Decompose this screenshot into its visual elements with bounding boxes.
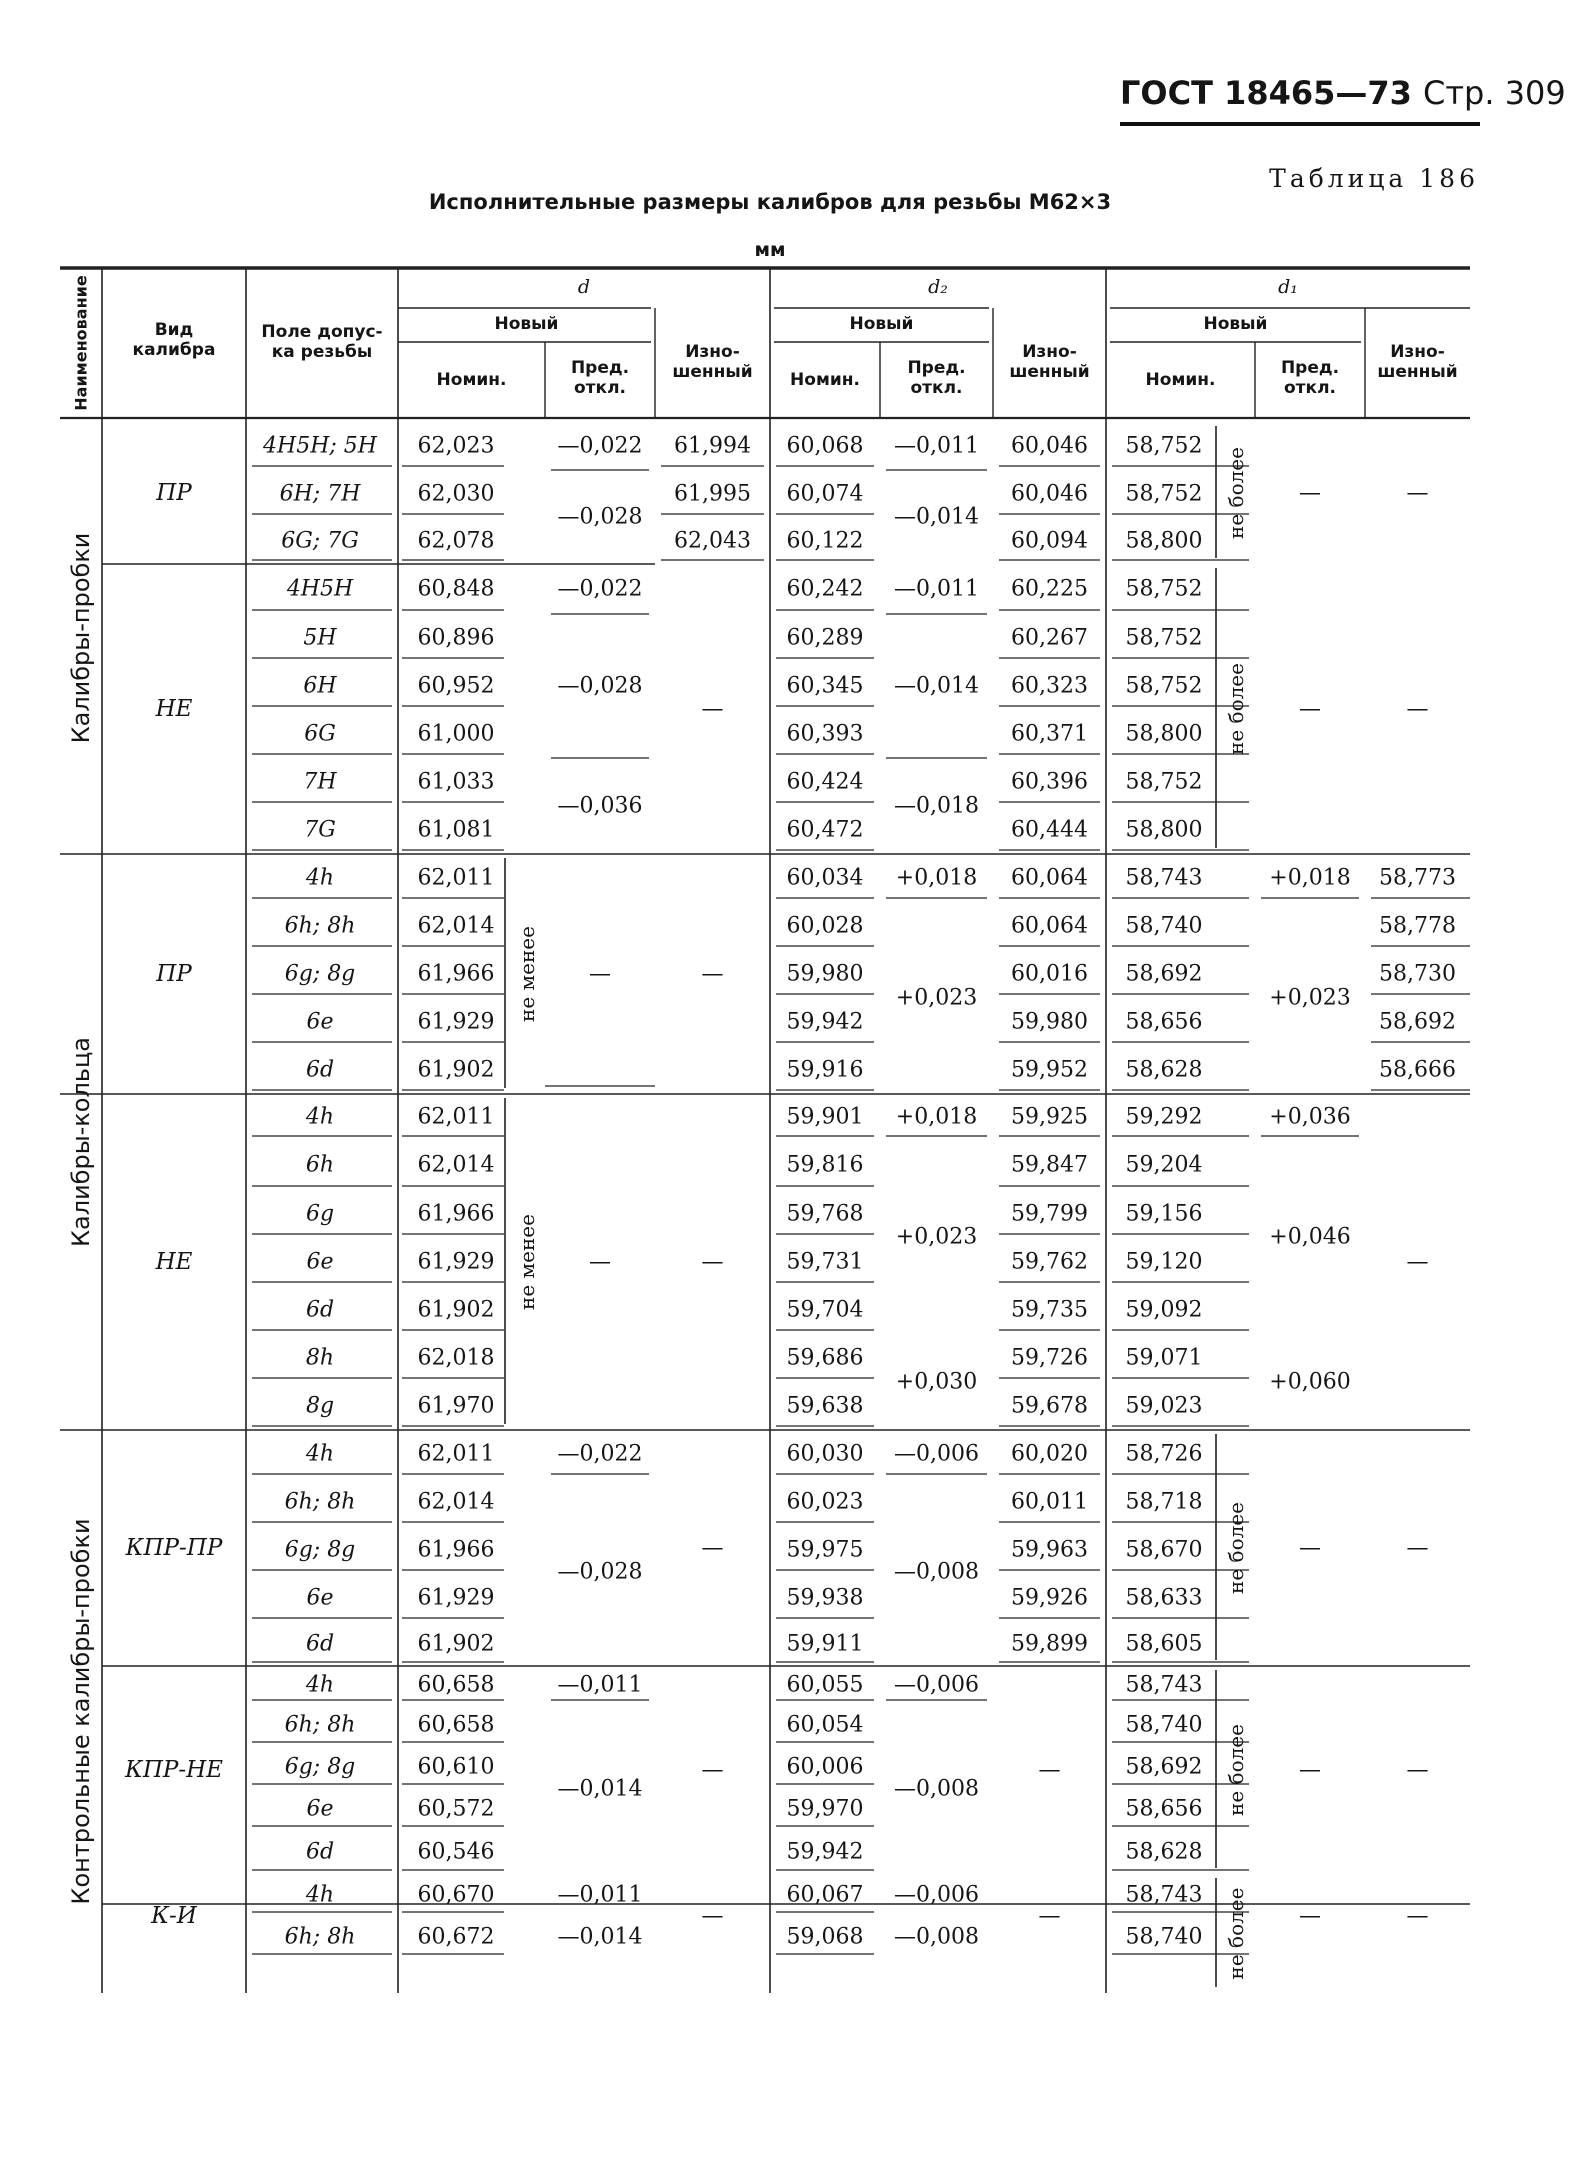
d-deviation-cell: —0,022: [557, 433, 643, 459]
d2-deviation-cell: —0,006: [894, 1672, 979, 1698]
d2-nominal-cell: 60,068: [786, 433, 864, 459]
d1-nominal-cell: 58,800: [1125, 721, 1203, 747]
d2-worn-cell: 59,899: [1011, 1631, 1088, 1657]
dash-cell: —: [1299, 1903, 1321, 1929]
d2-nominal-cell: 60,055: [786, 1672, 864, 1698]
tolerance-cell: 4H5H: [286, 576, 354, 602]
d-nominal-cell: 60,572: [417, 1796, 495, 1822]
d1-deviation-cell: +0,046: [1269, 1224, 1351, 1250]
header-worn: шенный: [1377, 362, 1458, 382]
kind-label: НЕ: [155, 696, 193, 722]
d-nominal-cell: 60,672: [417, 1924, 495, 1950]
tolerance-cell: 6h; 8h: [284, 1489, 356, 1515]
tolerance-cell: 4h: [305, 1882, 335, 1908]
d2-nominal-cell: 60,242: [786, 576, 864, 602]
table-unit: мм: [754, 239, 786, 261]
d2-worn-cell: 60,371: [1011, 721, 1088, 747]
dash-cell: —: [1038, 1903, 1061, 1929]
header-worn: шенный: [672, 362, 753, 382]
d2-nominal-cell: 59,916: [786, 1057, 864, 1083]
d2-worn-cell: 59,952: [1011, 1057, 1088, 1083]
d1-nominal-cell: 58,656: [1125, 1009, 1203, 1035]
d2-deviation-cell: —0,014: [894, 673, 979, 699]
header-kind: Вид: [154, 320, 194, 340]
dash-cell: —: [701, 1903, 724, 1929]
d2-deviation-cell: +0,023: [895, 1224, 978, 1250]
d-deviation-cell: —0,011: [557, 1882, 643, 1908]
d2-nominal-cell: 60,054: [786, 1712, 864, 1738]
d-nominal-cell: 61,902: [417, 1297, 495, 1323]
d1-nominal-cell: 58,743: [1125, 1882, 1203, 1908]
d2-nominal-cell: 59,068: [786, 1924, 864, 1950]
header-deviation: Пред.: [907, 358, 966, 378]
d2-nominal-cell: 60,067: [786, 1882, 864, 1908]
section-name: Калибры-кольца: [67, 1036, 95, 1248]
header-deviation: Пред.: [1280, 358, 1340, 378]
d2-nominal-cell: 60,006: [786, 1754, 864, 1780]
d-nominal-cell: 60,952: [417, 673, 495, 699]
d1-deviation-cell: +0,036: [1269, 1104, 1351, 1130]
d-deviation-cell: —0,014: [557, 1776, 643, 1802]
d-deviation-cell: —0,014: [557, 1924, 643, 1950]
d-nominal-cell: 60,610: [417, 1754, 495, 1780]
dash-cell: —: [1406, 480, 1429, 506]
tolerance-cell: 8h: [305, 1345, 335, 1371]
d2-nominal-cell: 60,028: [786, 913, 864, 939]
tolerance-cell: 6G; 7G: [281, 528, 359, 554]
dash-cell: —: [1406, 1535, 1429, 1561]
tolerance-cell: 6h; 8h: [284, 1712, 356, 1738]
d-nominal-cell: 61,000: [417, 721, 495, 747]
d2-worn-cell: 60,225: [1011, 576, 1088, 602]
dash-cell: —: [1299, 1535, 1321, 1561]
header-worn: шенный: [1009, 362, 1090, 382]
d-nominal-cell: 62,030: [417, 481, 495, 507]
ne-bolee-label: не более: [1224, 1887, 1248, 1980]
d2-nominal-cell: 59,970: [786, 1796, 864, 1822]
d-worn-cell: 61,994: [674, 433, 751, 459]
gost-number: ГОСТ 18465—73: [1120, 74, 1412, 112]
d2-nominal-cell: 60,034: [786, 865, 864, 891]
d1-nominal-cell: 58,752: [1125, 433, 1203, 459]
d-nominal-cell: 61,929: [417, 1249, 495, 1275]
d-nominal-cell: 62,018: [417, 1345, 495, 1371]
d1-nominal-cell: 58,633: [1125, 1585, 1203, 1611]
d-nominal-cell: 62,014: [417, 1489, 495, 1515]
d-nominal-cell: 60,658: [417, 1712, 495, 1738]
d-nominal-cell: 60,896: [417, 625, 495, 651]
tolerance-cell: 4H5H; 5H: [263, 433, 377, 459]
header-group-0: d: [577, 276, 591, 298]
d2-nominal-cell: 59,911: [786, 1631, 864, 1657]
d2-deviation-cell: —0,006: [894, 1882, 979, 1908]
dash-cell: —: [1406, 1757, 1429, 1783]
tolerance-cell: 4h: [305, 1441, 335, 1467]
d1-nominal-cell: 58,740: [1125, 913, 1203, 939]
d2-worn-cell: 59,980: [1011, 1009, 1088, 1035]
d2-nominal-cell: 60,289: [786, 625, 864, 651]
d-nominal-cell: 61,966: [417, 1537, 495, 1563]
d1-worn-cell: 58,773: [1379, 865, 1456, 891]
table-number: Таблица 186: [1269, 164, 1479, 193]
d1-nominal-cell: 58,743: [1125, 865, 1203, 891]
tolerance-cell: 6e: [306, 1585, 334, 1611]
d2-nominal-cell: 59,704: [786, 1297, 864, 1323]
d-nominal-cell: 62,078: [417, 528, 495, 554]
kind-label: КПР-ПР: [125, 1535, 223, 1561]
d-worn-cell: 61,995: [674, 481, 751, 507]
tolerance-cell: 6d: [305, 1057, 335, 1083]
tolerance-cell: 6H; 7H: [279, 481, 361, 507]
d1-nominal-cell: 58,752: [1125, 769, 1203, 795]
d2-worn-cell: 59,963: [1011, 1537, 1088, 1563]
d2-worn-cell: 60,016: [1011, 961, 1088, 987]
d-deviation-cell: —0,028: [557, 1559, 643, 1585]
d2-deviation-cell: —0,008: [894, 1776, 979, 1802]
d2-worn-cell: 60,396: [1011, 769, 1088, 795]
d1-worn-cell: 58,730: [1379, 961, 1456, 987]
d2-nominal-cell: 59,638: [786, 1393, 864, 1419]
d2-nominal-cell: 60,345: [786, 673, 864, 699]
d2-deviation-cell: +0,018: [895, 865, 978, 891]
d1-nominal-cell: 58,726: [1125, 1441, 1203, 1467]
header-nominal: Номин.: [436, 370, 507, 390]
d1-nominal-cell: 58,800: [1125, 528, 1203, 554]
dash-cell: —: [1299, 480, 1321, 506]
header-name: Наименование: [71, 275, 91, 411]
d-nominal-cell: 60,658: [417, 1672, 495, 1698]
d-nominal-cell: 60,670: [417, 1882, 495, 1908]
ne-bolee-label: не более: [1224, 663, 1248, 755]
d2-worn-cell: 59,678: [1011, 1393, 1088, 1419]
dash-cell: —: [1406, 696, 1429, 722]
d1-nominal-cell: 58,628: [1125, 1057, 1203, 1083]
d1-nominal-cell: 58,752: [1125, 673, 1203, 699]
d2-deviation-cell: +0,030: [895, 1369, 978, 1395]
d1-nominal-cell: 59,071: [1125, 1345, 1203, 1371]
d-worn-cell: 62,043: [674, 528, 751, 554]
d-nominal-cell: 61,902: [417, 1057, 495, 1083]
d2-worn-cell: 60,046: [1011, 433, 1088, 459]
header-worn: Изно-: [1022, 342, 1077, 362]
d2-nominal-cell: 59,731: [786, 1249, 864, 1275]
d-nominal-cell: 61,929: [417, 1009, 495, 1035]
header-tolerance: ка резьбы: [271, 342, 373, 362]
d-nominal-cell: 61,966: [417, 961, 495, 987]
d2-worn-cell: 59,925: [1011, 1104, 1088, 1130]
d1-nominal-cell: 58,628: [1125, 1839, 1203, 1865]
d-nominal-cell: 60,546: [417, 1839, 495, 1865]
tolerance-cell: 6e: [306, 1009, 334, 1035]
header-group-1: d₂: [928, 276, 948, 298]
dash-cell: —: [589, 961, 611, 987]
tolerance-cell: 4h: [305, 865, 335, 891]
d2-deviation-cell: +0,023: [895, 985, 978, 1011]
ne-menee-label: не менее: [515, 926, 539, 1022]
d-nominal-cell: 62,023: [417, 433, 495, 459]
dash-cell: —: [1406, 1249, 1429, 1275]
section-name: Контрольные калибры-пробки: [67, 1518, 95, 1905]
tolerance-cell: 6d: [305, 1839, 335, 1865]
header-deviation: Пред.: [570, 358, 630, 378]
d2-deviation-cell: —0,018: [894, 793, 979, 819]
d2-worn-cell: 60,444: [1011, 817, 1088, 843]
d1-deviation-cell: +0,023: [1269, 985, 1351, 1011]
tolerance-cell: 6g; 8g: [284, 1537, 356, 1563]
kind-label: ПР: [156, 480, 192, 506]
tolerance-cell: 6e: [306, 1796, 334, 1822]
d2-nominal-cell: 60,030: [786, 1441, 864, 1467]
d1-nominal-cell: 59,092: [1125, 1297, 1203, 1323]
d-deviation-cell: —0,028: [557, 673, 643, 699]
dash-cell: —: [701, 1535, 724, 1561]
section-name: Калибры-пробки: [67, 532, 95, 744]
table-title: Исполнительные размеры калибров для резьбы М62×3: [428, 190, 1112, 214]
d1-nominal-cell: 58,743: [1125, 1672, 1203, 1698]
d2-deviation-cell: +0,018: [895, 1104, 978, 1130]
tolerance-cell: 4h: [305, 1672, 335, 1698]
header-nominal: Номин.: [1145, 370, 1216, 390]
d-nominal-cell: 61,929: [417, 1585, 495, 1611]
d2-nominal-cell: 59,980: [786, 961, 864, 987]
d2-nominal-cell: 60,023: [786, 1489, 864, 1515]
tolerance-cell: 6g; 8g: [284, 1754, 356, 1780]
d2-worn-cell: 59,847: [1011, 1152, 1088, 1178]
tolerance-cell: 6h; 8h: [284, 1924, 356, 1950]
d2-nominal-cell: 60,472: [786, 817, 864, 843]
d-nominal-cell: 61,081: [417, 817, 495, 843]
d-nominal-cell: 62,011: [417, 1104, 495, 1130]
header-new: Новый: [494, 314, 559, 334]
d1-nominal-cell: 58,740: [1125, 1712, 1203, 1738]
d-deviation-cell: —0,011: [557, 1672, 643, 1698]
d2-deviation-cell: —0,011: [894, 576, 979, 602]
d2-nominal-cell: 59,942: [786, 1009, 864, 1035]
dash-cell: —: [1406, 1903, 1429, 1929]
d2-worn-cell: 60,267: [1011, 625, 1088, 651]
d-nominal-cell: 61,902: [417, 1631, 495, 1657]
d-deviation-cell: —0,036: [557, 793, 643, 819]
d2-nominal-cell: 59,816: [786, 1152, 864, 1178]
kind-label: К-И: [151, 1903, 197, 1929]
d2-nominal-cell: 59,686: [786, 1345, 864, 1371]
d1-worn-cell: 58,692: [1379, 1009, 1456, 1035]
d2-deviation-cell: —0,006: [894, 1441, 979, 1467]
d1-nominal-cell: 58,656: [1125, 1796, 1203, 1822]
d1-nominal-cell: 59,204: [1125, 1152, 1203, 1178]
d2-worn-cell: 60,323: [1011, 673, 1088, 699]
tolerance-cell: 6e: [306, 1249, 334, 1275]
tolerance-cell: 6h; 8h: [284, 913, 356, 939]
tolerance-cell: 8g: [305, 1393, 335, 1419]
d2-nominal-cell: 59,901: [786, 1104, 864, 1130]
d2-nominal-cell: 60,074: [786, 481, 864, 507]
dash-cell: —: [1299, 696, 1321, 722]
d1-nominal-cell: 58,692: [1125, 961, 1203, 987]
header-worn: Изно-: [685, 342, 740, 362]
tolerance-cell: 6d: [305, 1297, 335, 1323]
d1-nominal-cell: 59,023: [1125, 1393, 1203, 1419]
d1-nominal-cell: 58,752: [1125, 576, 1203, 602]
dash-cell: —: [701, 1249, 724, 1275]
d-nominal-cell: 61,966: [417, 1201, 495, 1227]
d1-nominal-cell: 58,670: [1125, 1537, 1203, 1563]
kind-label: КПР-НЕ: [125, 1757, 223, 1783]
d1-deviation-cell: +0,060: [1269, 1369, 1351, 1395]
d2-deviation-cell: —0,011: [894, 433, 979, 459]
header-new: Новый: [1203, 314, 1268, 334]
tolerance-cell: 6G: [304, 721, 336, 747]
d2-worn-cell: 59,799: [1011, 1201, 1088, 1227]
tolerance-cell: 6g: [305, 1201, 335, 1227]
d1-nominal-cell: 59,292: [1125, 1104, 1203, 1130]
d-nominal-cell: 61,033: [417, 769, 495, 795]
header-nominal: Номин.: [790, 370, 860, 390]
d-nominal-cell: 62,011: [417, 1441, 495, 1467]
ne-bolee-label: не более: [1224, 447, 1248, 539]
d1-deviation-cell: +0,018: [1269, 865, 1351, 891]
d2-worn-cell: 60,064: [1011, 913, 1088, 939]
d1-nominal-cell: 59,120: [1125, 1249, 1203, 1275]
d1-nominal-cell: 58,692: [1125, 1754, 1203, 1780]
d2-worn-cell: 60,046: [1011, 481, 1088, 507]
dash-cell: —: [1038, 1757, 1061, 1783]
tolerance-cell: 7G: [304, 817, 336, 843]
tolerance-cell: 6h: [305, 1152, 335, 1178]
header-worn: Изно-: [1390, 342, 1445, 362]
d1-nominal-cell: 58,605: [1125, 1631, 1203, 1657]
tolerance-cell: 6H: [303, 673, 337, 699]
header-tolerance: Поле допус-: [261, 322, 383, 342]
d-deviation-cell: —0,022: [557, 1441, 643, 1467]
d2-deviation-cell: —0,008: [894, 1924, 979, 1950]
d1-nominal-cell: 58,800: [1125, 817, 1203, 843]
d1-nominal-cell: 58,718: [1125, 1489, 1203, 1515]
ne-bolee-label: не более: [1224, 1502, 1248, 1594]
d2-deviation-cell: —0,008: [894, 1559, 979, 1585]
dash-cell: —: [1299, 1757, 1321, 1783]
d2-worn-cell: 59,726: [1011, 1345, 1088, 1371]
d2-worn-cell: 60,064: [1011, 865, 1088, 891]
d2-deviation-cell: —0,014: [894, 504, 979, 530]
tolerance-cell: 5H: [303, 625, 337, 651]
header-group-2: d₁: [1278, 276, 1298, 298]
d1-nominal-cell: 59,156: [1125, 1201, 1203, 1227]
d-nominal-cell: 62,011: [417, 865, 495, 891]
d-nominal-cell: 62,014: [417, 913, 495, 939]
tolerance-cell: 4h: [305, 1104, 335, 1130]
d2-worn-cell: 60,094: [1011, 528, 1088, 554]
dash-cell: —: [589, 1249, 611, 1275]
d2-worn-cell: 60,020: [1011, 1441, 1088, 1467]
d2-worn-cell: 59,762: [1011, 1249, 1088, 1275]
d-nominal-cell: 62,014: [417, 1152, 495, 1178]
header-deviation: откл.: [1284, 378, 1336, 398]
d-nominal-cell: 61,970: [417, 1393, 495, 1419]
d2-nominal-cell: 60,122: [786, 528, 864, 554]
d-deviation-cell: —0,022: [557, 576, 643, 602]
header-deviation: откл.: [574, 378, 626, 398]
d2-nominal-cell: 59,938: [786, 1585, 864, 1611]
kind-label: ПР: [156, 961, 192, 987]
ne-menee-label: не менее: [515, 1214, 539, 1310]
d2-worn-cell: 60,011: [1011, 1489, 1088, 1515]
page-number: Стр. 309: [1423, 74, 1566, 112]
d2-nominal-cell: 60,424: [786, 769, 864, 795]
tolerance-cell: 7H: [303, 769, 337, 795]
tolerance-cell: 6d: [305, 1631, 335, 1657]
tolerance-cell: 6g; 8g: [284, 961, 356, 987]
dash-cell: —: [701, 1757, 724, 1783]
header-kind: калибра: [132, 340, 216, 360]
d2-nominal-cell: 59,975: [786, 1537, 864, 1563]
d2-nominal-cell: 60,393: [786, 721, 864, 747]
d1-nominal-cell: 58,752: [1125, 481, 1203, 507]
header-deviation: откл.: [910, 378, 963, 398]
d2-worn-cell: 59,926: [1011, 1585, 1088, 1611]
d2-nominal-cell: 59,768: [786, 1201, 864, 1227]
d2-nominal-cell: 59,942: [786, 1839, 864, 1865]
d1-worn-cell: 58,778: [1379, 913, 1456, 939]
ne-bolee-label: не более: [1224, 1724, 1248, 1816]
d1-worn-cell: 58,666: [1379, 1057, 1456, 1083]
header-new: Новый: [849, 314, 914, 334]
kind-label: НЕ: [155, 1249, 193, 1275]
d1-nominal-cell: 58,752: [1125, 625, 1203, 651]
dash-cell: —: [701, 696, 724, 722]
dash-cell: —: [701, 961, 724, 987]
d-deviation-cell: —0,028: [557, 504, 643, 530]
d1-nominal-cell: 58,740: [1125, 1924, 1203, 1950]
d2-worn-cell: 59,735: [1011, 1297, 1088, 1323]
d-nominal-cell: 60,848: [417, 576, 495, 602]
